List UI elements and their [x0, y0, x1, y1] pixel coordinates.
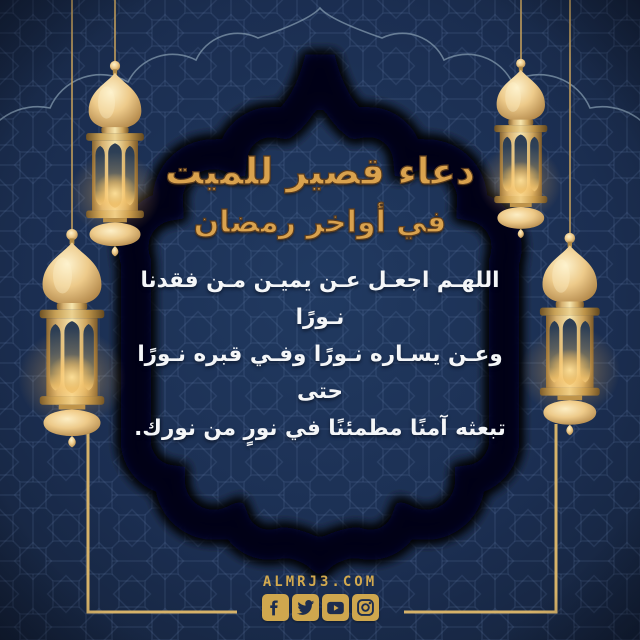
social-icons-row	[0, 594, 640, 621]
facebook-glyph	[265, 597, 286, 618]
youtube-icon[interactable]	[322, 594, 349, 621]
dua-line1: اللهـم اجعـل عـن يميـن مـن فقدنا نـورًا	[140, 268, 500, 330]
poster-title-line1: دعاء قصير للميت	[165, 150, 475, 193]
dua-line2: وعـن يسـاره نـورًا وفـي قبره نـورًا حتى	[137, 342, 503, 404]
dua-line3: تبعثه آمنًا مطمئنًا في نورٍ من نورك.	[134, 416, 506, 441]
twitter-glyph	[295, 597, 316, 618]
youtube-glyph	[325, 597, 346, 618]
instagram-icon[interactable]	[352, 594, 379, 621]
facebook-icon[interactable]	[262, 594, 289, 621]
website-text: ALMRJ3.COM	[262, 574, 378, 590]
instagram-glyph	[355, 597, 376, 618]
twitter-icon[interactable]	[292, 594, 319, 621]
poster-title-line2: في أواخر رمضان	[193, 205, 447, 240]
